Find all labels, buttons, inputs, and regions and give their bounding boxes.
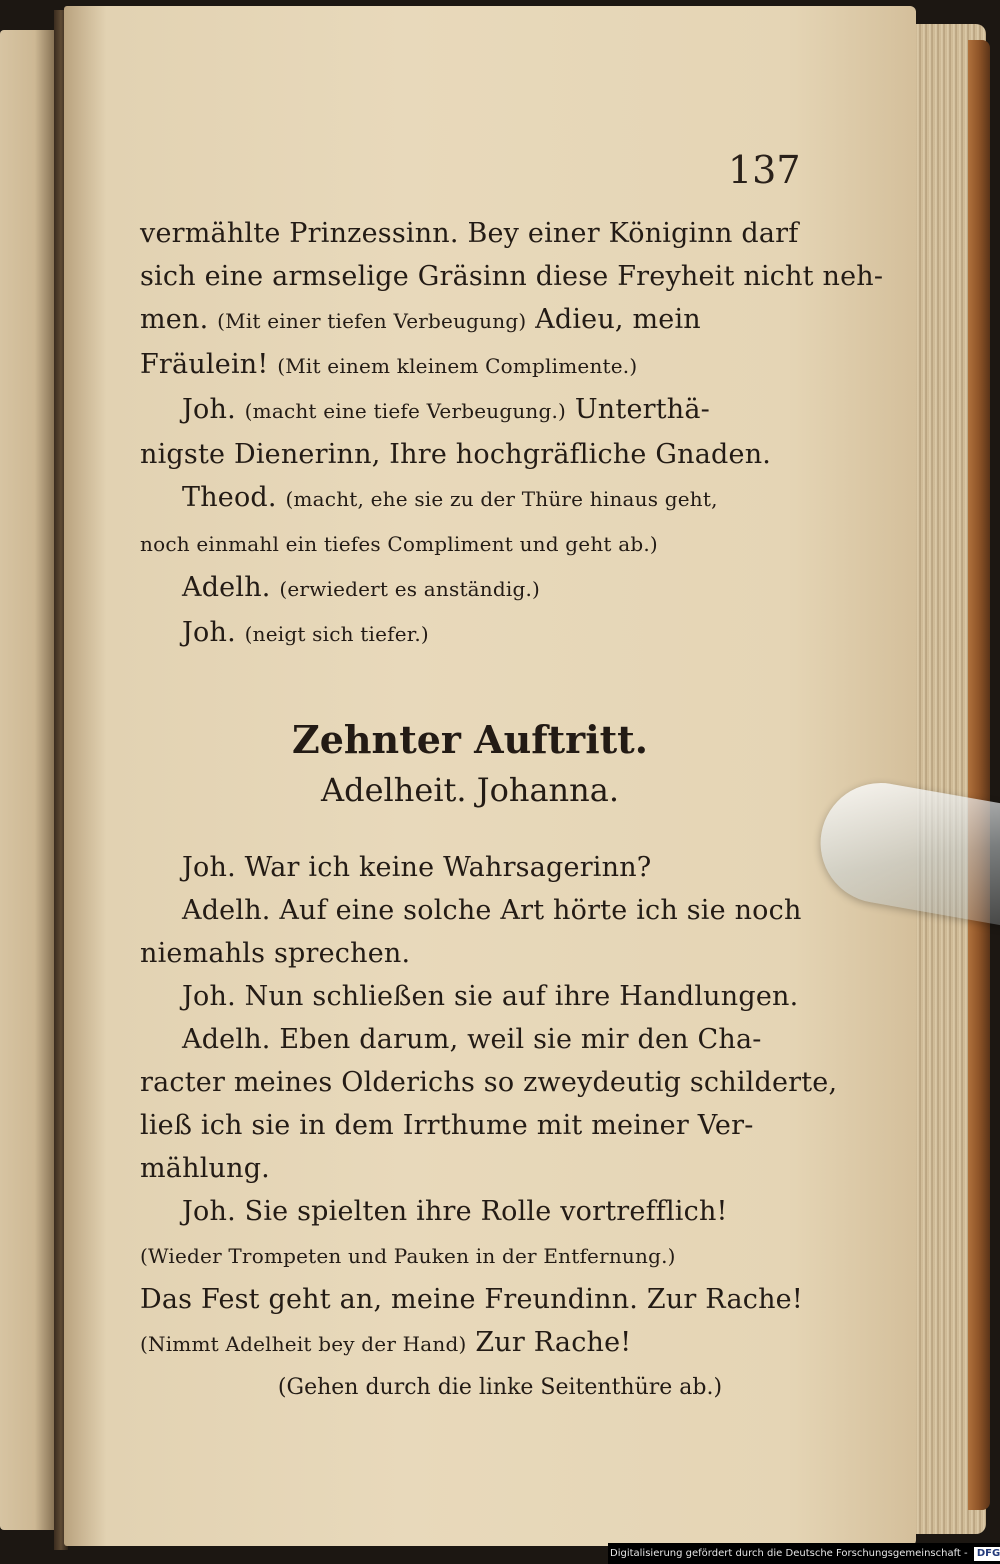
line-text: Joh. War ich keine Wahrsagerinn?	[182, 852, 652, 883]
text-line	[140, 1018, 800, 1061]
line-text: Adelh. Eben darum, weil sie mir den Cha-	[182, 1024, 762, 1055]
text-line	[140, 1147, 800, 1190]
digitization-footer	[608, 1543, 1000, 1564]
line-text: Unterthä-	[574, 394, 710, 425]
text-line	[140, 1104, 800, 1147]
text-line	[140, 1190, 800, 1233]
line-text: Joh. Sie spielten ihre Rolle vortrefflich!	[182, 1196, 728, 1227]
text-line	[140, 433, 800, 476]
stage-direction: (Wieder Trompeten und Pauken in der Entfernung.)	[140, 1244, 676, 1268]
line-text: Joh. Nun schließen sie auf ihre Handlungen.	[182, 981, 799, 1012]
dialogue-bottom	[140, 846, 838, 1366]
left-page-edge	[0, 30, 58, 1530]
page-number: 137	[728, 148, 801, 192]
footer-text: Digitalisierung gefördert durch die Deutsche Forschungsgemeinschaft -	[610, 1548, 968, 1559]
line-text: sich eine armselige Gräsinn diese Freyheit nicht neh-	[140, 261, 884, 292]
text-line	[140, 975, 800, 1018]
text-line	[140, 1233, 800, 1278]
line-text: mählung.	[140, 1153, 270, 1184]
dfg-logo: DFG	[974, 1547, 1000, 1561]
closing-stage-direction: (Gehen durch die linke Seitenthüre ab.)	[277, 1375, 723, 1400]
text-line	[140, 611, 800, 656]
line-text: niemahls sprechen.	[140, 938, 411, 969]
line-text: Zur Rache!	[475, 1327, 632, 1358]
line-text: racter meines Olderichs so zweydeutig schilderte,	[140, 1067, 838, 1098]
stage-direction: (Mit einer tiefen Verbeugung)	[217, 309, 527, 333]
line-text: Das Fest geht an, meine Freundinn. Zur Rache!	[140, 1284, 803, 1315]
scene-characters: Adelheit. Johanna.	[321, 771, 619, 809]
text-line	[140, 1061, 838, 1104]
stage-direction: noch einmahl ein tiefes Compliment und geht ab.)	[140, 532, 658, 556]
stage-direction: (Mit einem kleinem Complimente.)	[277, 354, 638, 378]
line-text: Adelh. Auf eine solche Art hörte ich sie noch	[182, 895, 802, 926]
text-line	[140, 521, 800, 566]
text-line	[140, 846, 800, 889]
book-cover-edge	[968, 40, 990, 1510]
stage-direction: (macht eine tiefe Verbeugung.)	[244, 399, 567, 423]
stage-direction: (Nimmt Adelheit bey der Hand)	[140, 1332, 467, 1356]
line-text: Joh.	[182, 617, 236, 648]
text-line	[140, 255, 884, 298]
stage-direction: (erwiedert es anständig.)	[279, 577, 541, 601]
line-text: vermählte Prinzessinn. Bey einer Königinn darf	[140, 218, 799, 249]
text-line	[140, 932, 800, 975]
stage-direction: (macht, ehe sie zu der Thüre hinaus geht,	[285, 487, 718, 511]
text-line	[140, 566, 800, 611]
text-line	[140, 212, 800, 255]
scene-heading: Zehnter Auftritt.	[292, 717, 648, 762]
stage-direction: (neigt sich tiefer.)	[244, 622, 429, 646]
line-text: Theod.	[182, 482, 277, 513]
text-line	[140, 1278, 803, 1321]
page-text	[140, 212, 884, 1410]
line-text: men.	[140, 304, 209, 335]
line-text: Adelh.	[182, 572, 271, 603]
text-line	[140, 298, 800, 343]
line-text: ließ ich sie in dem Irrthume mit meiner Ver-	[140, 1110, 754, 1141]
text-line	[140, 1321, 800, 1366]
text-line	[140, 476, 800, 521]
line-text: Joh.	[182, 394, 236, 425]
text-line	[140, 388, 800, 433]
text-line	[140, 343, 800, 388]
dialogue-top	[140, 212, 884, 656]
line-text: Fräulein!	[140, 349, 269, 380]
text-line	[140, 889, 800, 932]
line-text: Adieu, mein	[535, 304, 701, 335]
line-text: nigste Dienerinn, Ihre hochgräfliche Gnaden.	[140, 439, 772, 470]
